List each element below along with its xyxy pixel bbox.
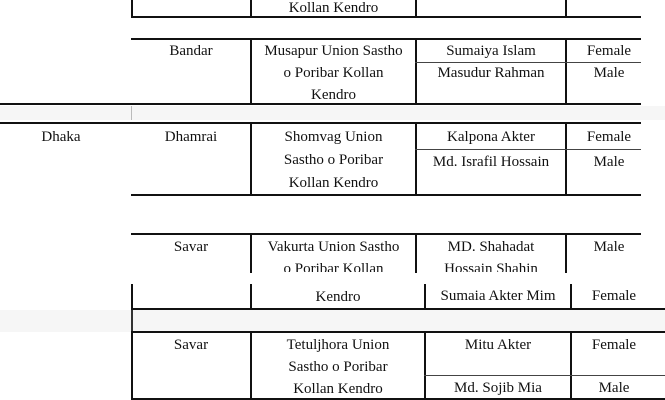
table-border xyxy=(131,310,133,332)
center-name-line: o Poribar Kollan xyxy=(283,65,384,81)
person-name: Sumaia Akter Mim xyxy=(440,288,556,304)
center-name-line: Sastho o Poribar xyxy=(288,359,388,375)
center-name-line: Kollan Kendro xyxy=(293,381,383,397)
person-name: Sumaiya Islam xyxy=(446,43,536,59)
center-name-line: o Poribar Kollan xyxy=(283,261,384,272)
center-name-line: Kollan Kendro xyxy=(288,175,379,191)
center-name-line: Tetuljhora Union xyxy=(286,337,390,353)
center-name-line: Sastho o Poribar xyxy=(283,152,384,168)
person-gender: Female xyxy=(586,129,632,145)
center-name-line: Shomvag Union xyxy=(284,129,383,145)
person-gender: Female xyxy=(591,337,637,353)
person-name: Md. Israfil Hossain xyxy=(432,154,550,170)
center-name-line: Vakurta Union Sastho xyxy=(267,239,400,255)
table-border xyxy=(0,122,641,124)
upazila-cell: Bandar xyxy=(169,43,213,59)
page-gap xyxy=(0,106,665,120)
table-border xyxy=(131,331,665,333)
upazila-cell: Savar xyxy=(173,337,209,353)
person-name: Kalpona Akter xyxy=(447,129,535,145)
center-name-line: Kollan Kendro xyxy=(288,0,379,16)
person-gender: Male xyxy=(593,65,625,81)
table-border xyxy=(131,284,133,308)
person-name: Masudur Rahman xyxy=(437,65,545,81)
table-border xyxy=(131,106,132,120)
person-name: Mitu Akter xyxy=(464,337,532,353)
person-name: Hossain Shahin xyxy=(444,261,538,272)
person-name: Md. Sojib Mia xyxy=(454,380,542,396)
person-name: MD. Shahadat xyxy=(447,239,535,255)
table-border xyxy=(565,0,567,17)
center-name-line: Musapur Union Sastho xyxy=(264,43,403,59)
table-border xyxy=(415,149,641,150)
page-gap xyxy=(0,310,665,332)
person-gender: Male xyxy=(593,154,625,170)
table-border xyxy=(424,375,665,376)
table-border xyxy=(415,0,417,17)
person-gender: Male xyxy=(593,239,625,255)
upazila-cell: Savar xyxy=(173,239,209,255)
district-cell: Dhaka xyxy=(41,129,81,145)
center-name-line: Kendro xyxy=(311,87,356,103)
table-border xyxy=(131,16,641,18)
page-gap xyxy=(0,273,665,284)
table-border xyxy=(131,0,133,17)
person-gender: Male xyxy=(598,380,630,396)
table-border xyxy=(0,103,641,105)
table-border xyxy=(131,194,641,196)
center-name-line: Kendro xyxy=(315,289,361,305)
upazila-cell: Dhamrai xyxy=(164,129,218,145)
person-gender: Female xyxy=(586,43,632,59)
person-gender: Female xyxy=(591,288,637,304)
